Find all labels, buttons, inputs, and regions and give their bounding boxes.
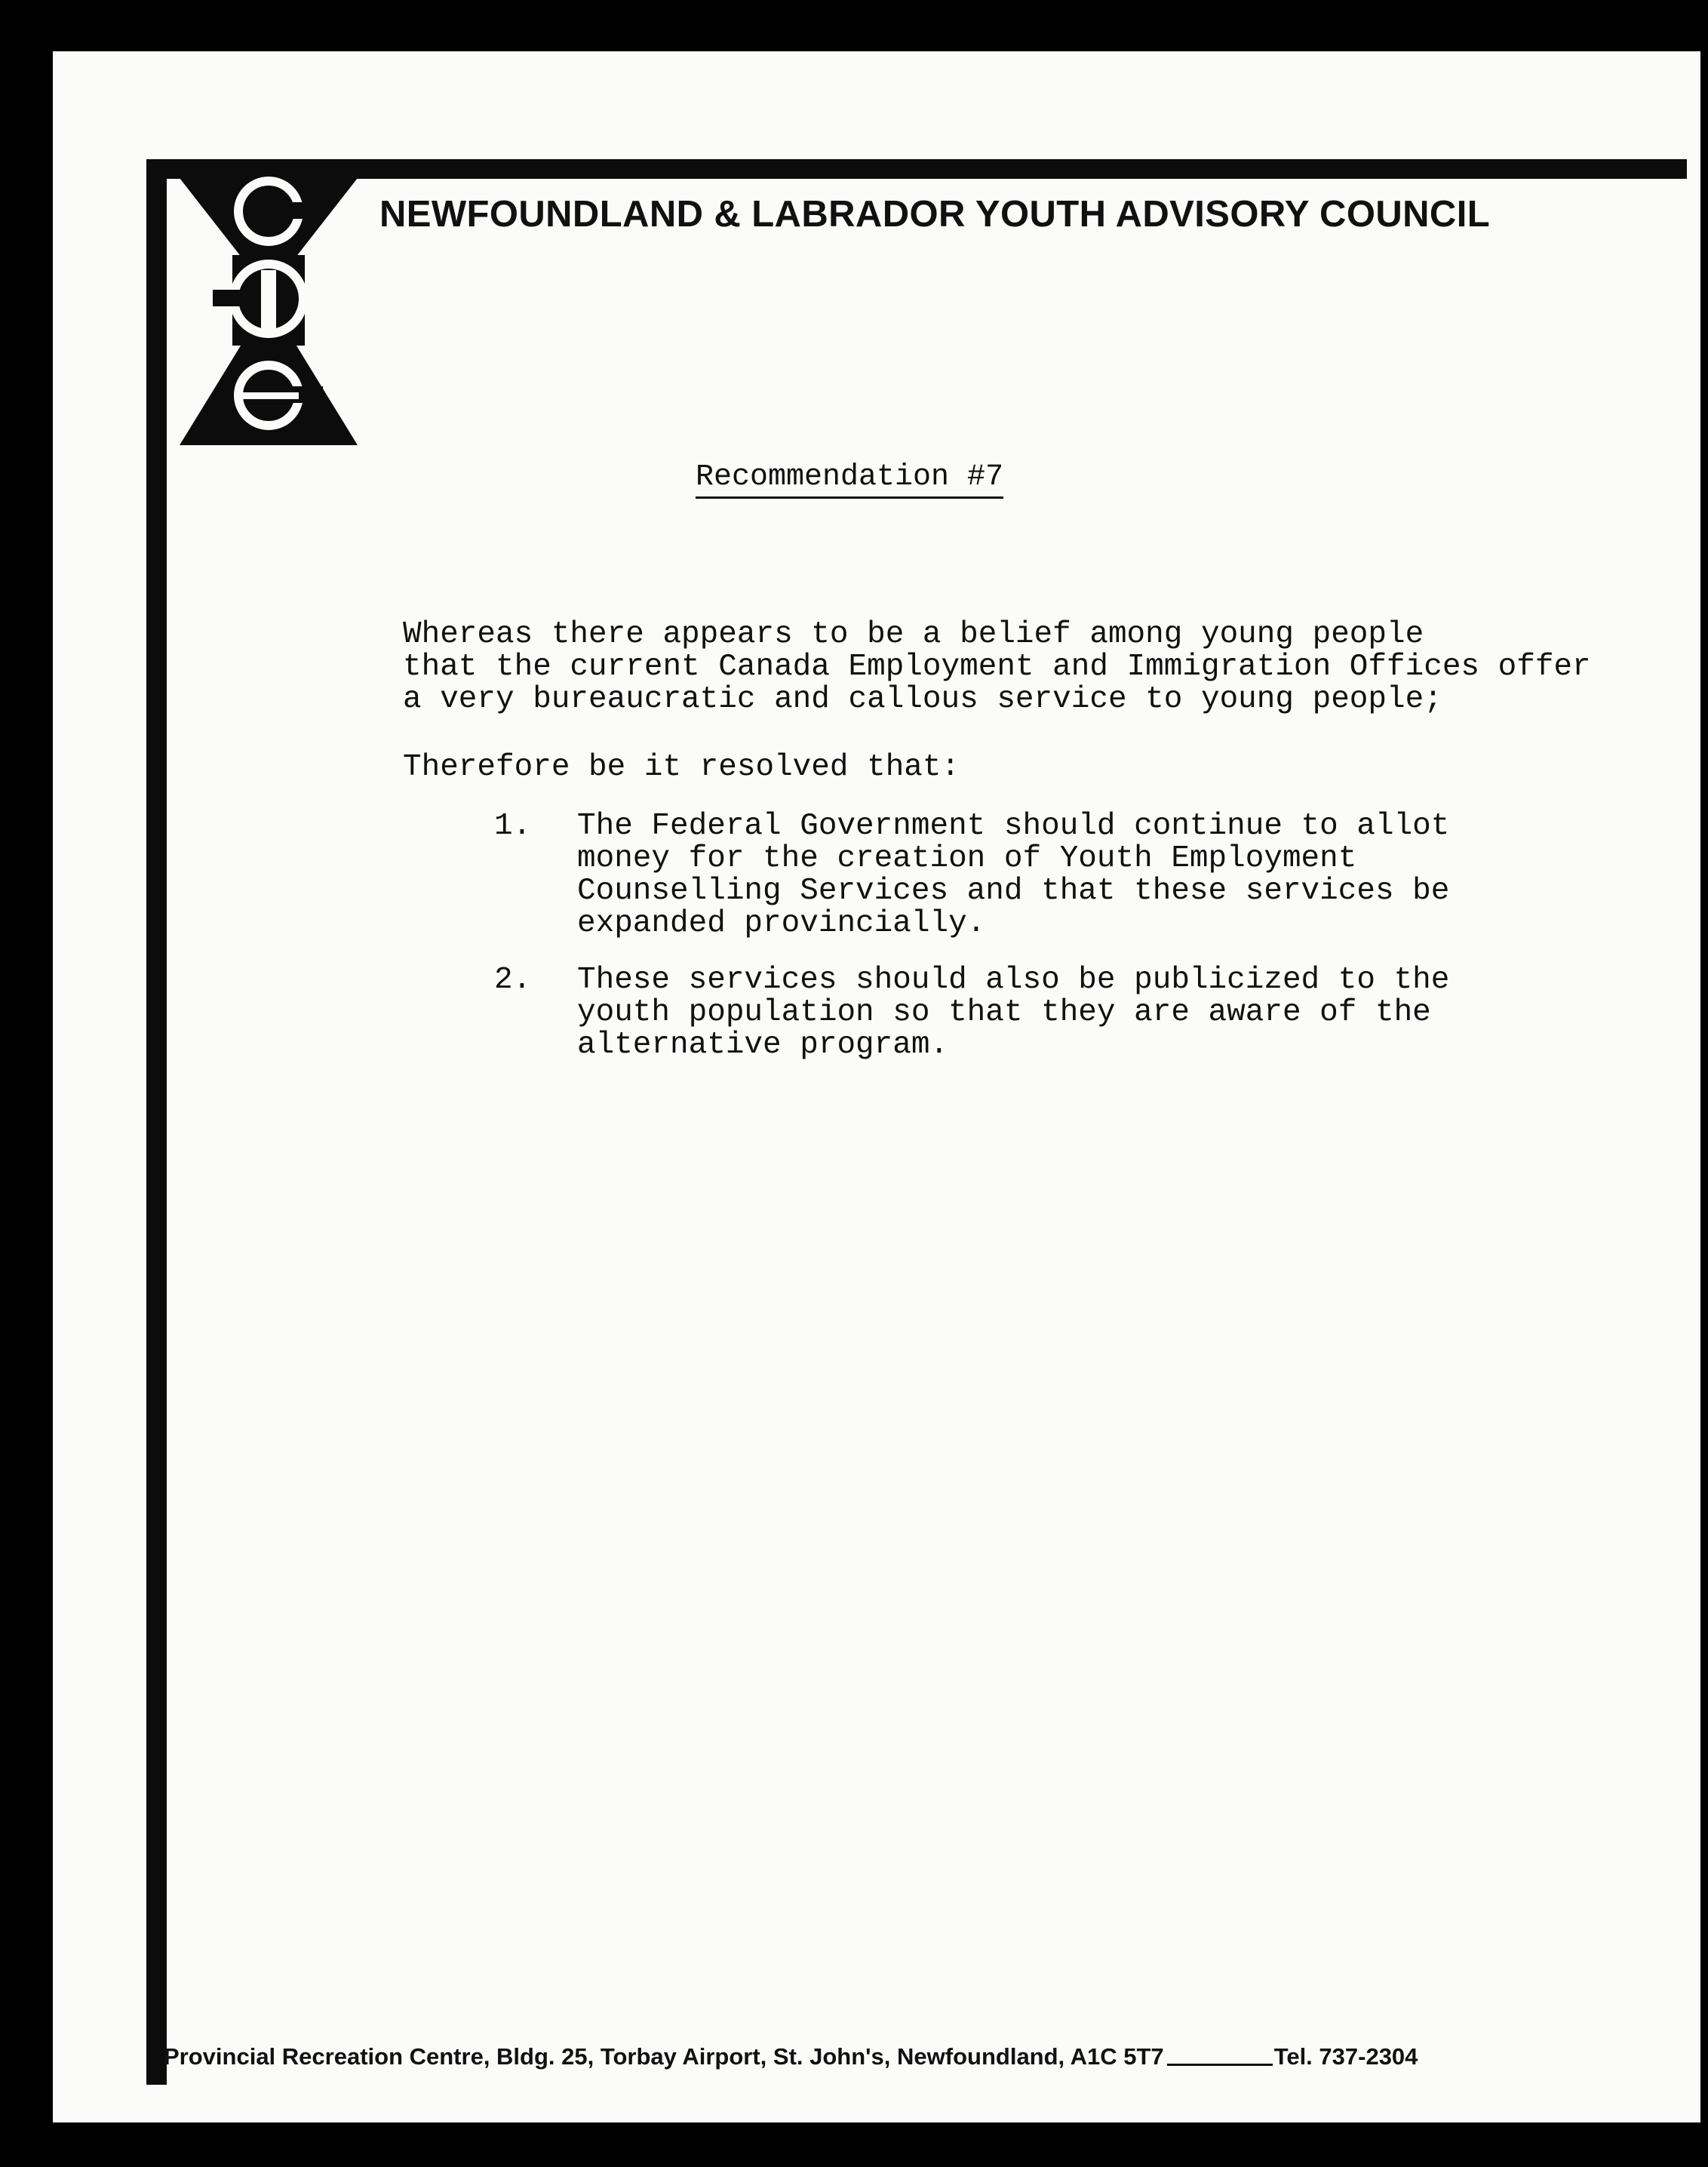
footer-telephone: Tel. 737-2304 xyxy=(1273,2043,1418,2070)
document-title: Recommendation #7 xyxy=(696,460,1003,499)
footer-address: Provincial Recreation Centre, Bldg. 25, Torbay Airport, St. John's, Newfoundland, A1C 5T7 xyxy=(164,2043,1164,2070)
list-item-number: 1. xyxy=(494,809,532,844)
organization-heading: NEWFOUNDLAND & LABRADOR YOUTH ADVISORY COUNCIL xyxy=(379,194,1491,235)
letterhead-top-rule xyxy=(146,159,1687,179)
letterhead-footer xyxy=(164,2043,1665,2070)
letterhead-left-rule xyxy=(146,159,167,2085)
preamble-paragraph: Whereas there appears to be a belief among young people that the current Canada Employment and Immigration Offices offer a very bureaucratic and callous service to young people; xyxy=(403,617,1591,717)
list-item-text: The Federal Government should continue to allot money for the creation of Youth Employment Counselling Services and that these services be expanded provincially. xyxy=(577,809,1450,941)
council-emblem-icon xyxy=(180,172,358,445)
document-page xyxy=(53,51,1700,2122)
resolution-intro: Therefore be it resolved that: xyxy=(403,750,960,785)
list-item-text: These services should also be publicized to the youth population so that they are aware of the alternative program. xyxy=(577,963,1450,1062)
list-item-number: 2. xyxy=(494,963,532,997)
footer-divider-line xyxy=(1167,2064,1273,2066)
